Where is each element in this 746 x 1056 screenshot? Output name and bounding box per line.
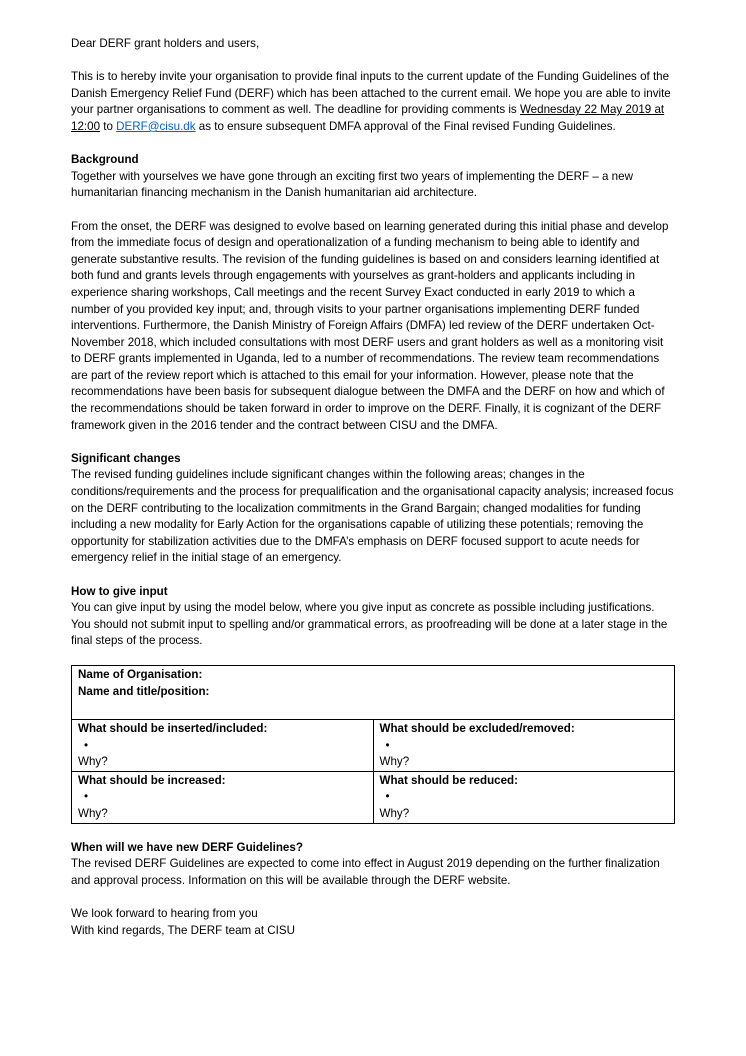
inserted-why: Why? [78,755,108,769]
greeting: Dear DERF grant holders and users, [71,37,260,50]
inserted-cell[interactable] [72,719,374,771]
organisation-label: Name of Organisation: [78,667,203,681]
when-paragraph: The revised DERF Guidelines are expected to come into effect in August 2019 depending on the further finalization and approval process. Information on this will be available through the DERF website. [71,857,660,887]
intro-paragraph [71,69,675,135]
form-row-organisation [72,665,675,719]
email-link[interactable]: DERF@cisu.dk [116,119,196,133]
increased-bullet: • [84,790,89,804]
input-form-table [71,665,675,824]
changes-paragraph: The revised funding guidelines include significant changes within the following areas; changes in the conditions/requirements and the process for prequalification and the organisational capacity analysis; increased focus on the DERF contributing to the localization commitments in the Grand Bargain; changed modalities for funding including a new modality for Early Action for the organisations capable of utilizing these potentials; removing the opportunity for stabilization activities due to the DMFA’s emphasis on DERF focused support to acute needs for emergency relief in the initial stage of an emergency. [71,468,674,565]
when-heading: When will we have new DERF Guidelines? [71,840,303,854]
closing-line-1: We look forward to hearing from you [71,906,258,920]
background-paragraph-1: Together with yourselves we have gone through an exciting first two years of implementing the DERF – a new humanitarian financing mechanism in the Danish humanitarian aid architecture. [71,169,633,200]
input-heading: How to give input [71,584,168,598]
excluded-why: Why? [379,755,410,769]
reduced-cell[interactable] [373,771,675,823]
intro-text-3: as to ensure subsequent DMFA approval of the Final revised Funding Guidelines. [195,119,616,133]
inserted-bullet: • [84,738,89,752]
reduced-bullet: • [385,790,390,804]
changes-heading: Significant changes [71,451,181,465]
letter-page [71,36,675,939]
excluded-label: What should be excluded/removed: [379,721,575,735]
form-row-increase-reduce [72,771,675,823]
organisation-cell[interactable] [72,665,675,719]
reduced-why: Why? [379,806,410,820]
reduced-label: What should be reduced: [379,773,518,787]
excluded-cell[interactable] [373,719,675,771]
background-paragraph-2: From the onset, the DERF was designed to evolve based on learning generated during this initial phase and develop from the immediate focus of design and operationalization of a funding mechanism to being able to identify and generate substantive results. The revision of the funding guidelines is based on and considers learning identified at both fund and grants levels through engagements with yourselves as grant-holders and applicants including in experience sharing workshops, Call meetings and the recent Survey Exact conducted in early 2019 to which a number of you provided key input; and, through visits to your partner organisations implementing DERF funded interventions. Furthermore, the Danish Ministry of Foreign Affairs (DMFA) led review of the DERF undertaken Oct-November 2018, which included consultations with most DERF users and grant holders as well as a monitoring visit to DERF grants implemented in Uganda, led to a number of recommendations. The review team recommendations are part of the review report which is attached to this email for your information. However, please note that the recommendations have been basis for subsequent dialogue between the DMFA and the DERF on how and which of the recommendations should be taken forward in order to improve on the DERF. Finally, it is cognizant of the DERF framework given in the 2016 tender and the contract between CISU and the DMFA. [71,219,669,432]
inserted-label: What should be inserted/included: [78,721,268,735]
increased-cell[interactable] [72,771,374,823]
background-heading: Background [71,153,139,167]
excluded-bullet: • [385,738,390,752]
form-row-insert-exclude [72,719,675,771]
closing-line-2: With kind regards, The DERF team at CISU [71,923,296,937]
increased-why: Why? [78,806,108,820]
intro-text-1: This is to hereby invite your organisation to provide final inputs to the current update of the Funding Guidelines of the Danish Emergency Relief Fund (DERF) which has been attached to the current email. We hope you are able to invite your partner organisations to comment as well. The deadline for providing comments is [71,70,671,117]
input-paragraph: You can give input by using the model below, where you give input as concrete as possible including justifications. You should not submit input to spelling and/or grammatical errors, as proofreading will be done at a later stage in the final steps of the process. [71,601,668,648]
deadline-text: Wednesday 22 May 2019 at 12:00 [71,103,665,133]
increased-label: What should be increased: [78,773,226,787]
intro-text-2: to [100,119,117,133]
name-title-label: Name and title/position: [78,684,210,698]
